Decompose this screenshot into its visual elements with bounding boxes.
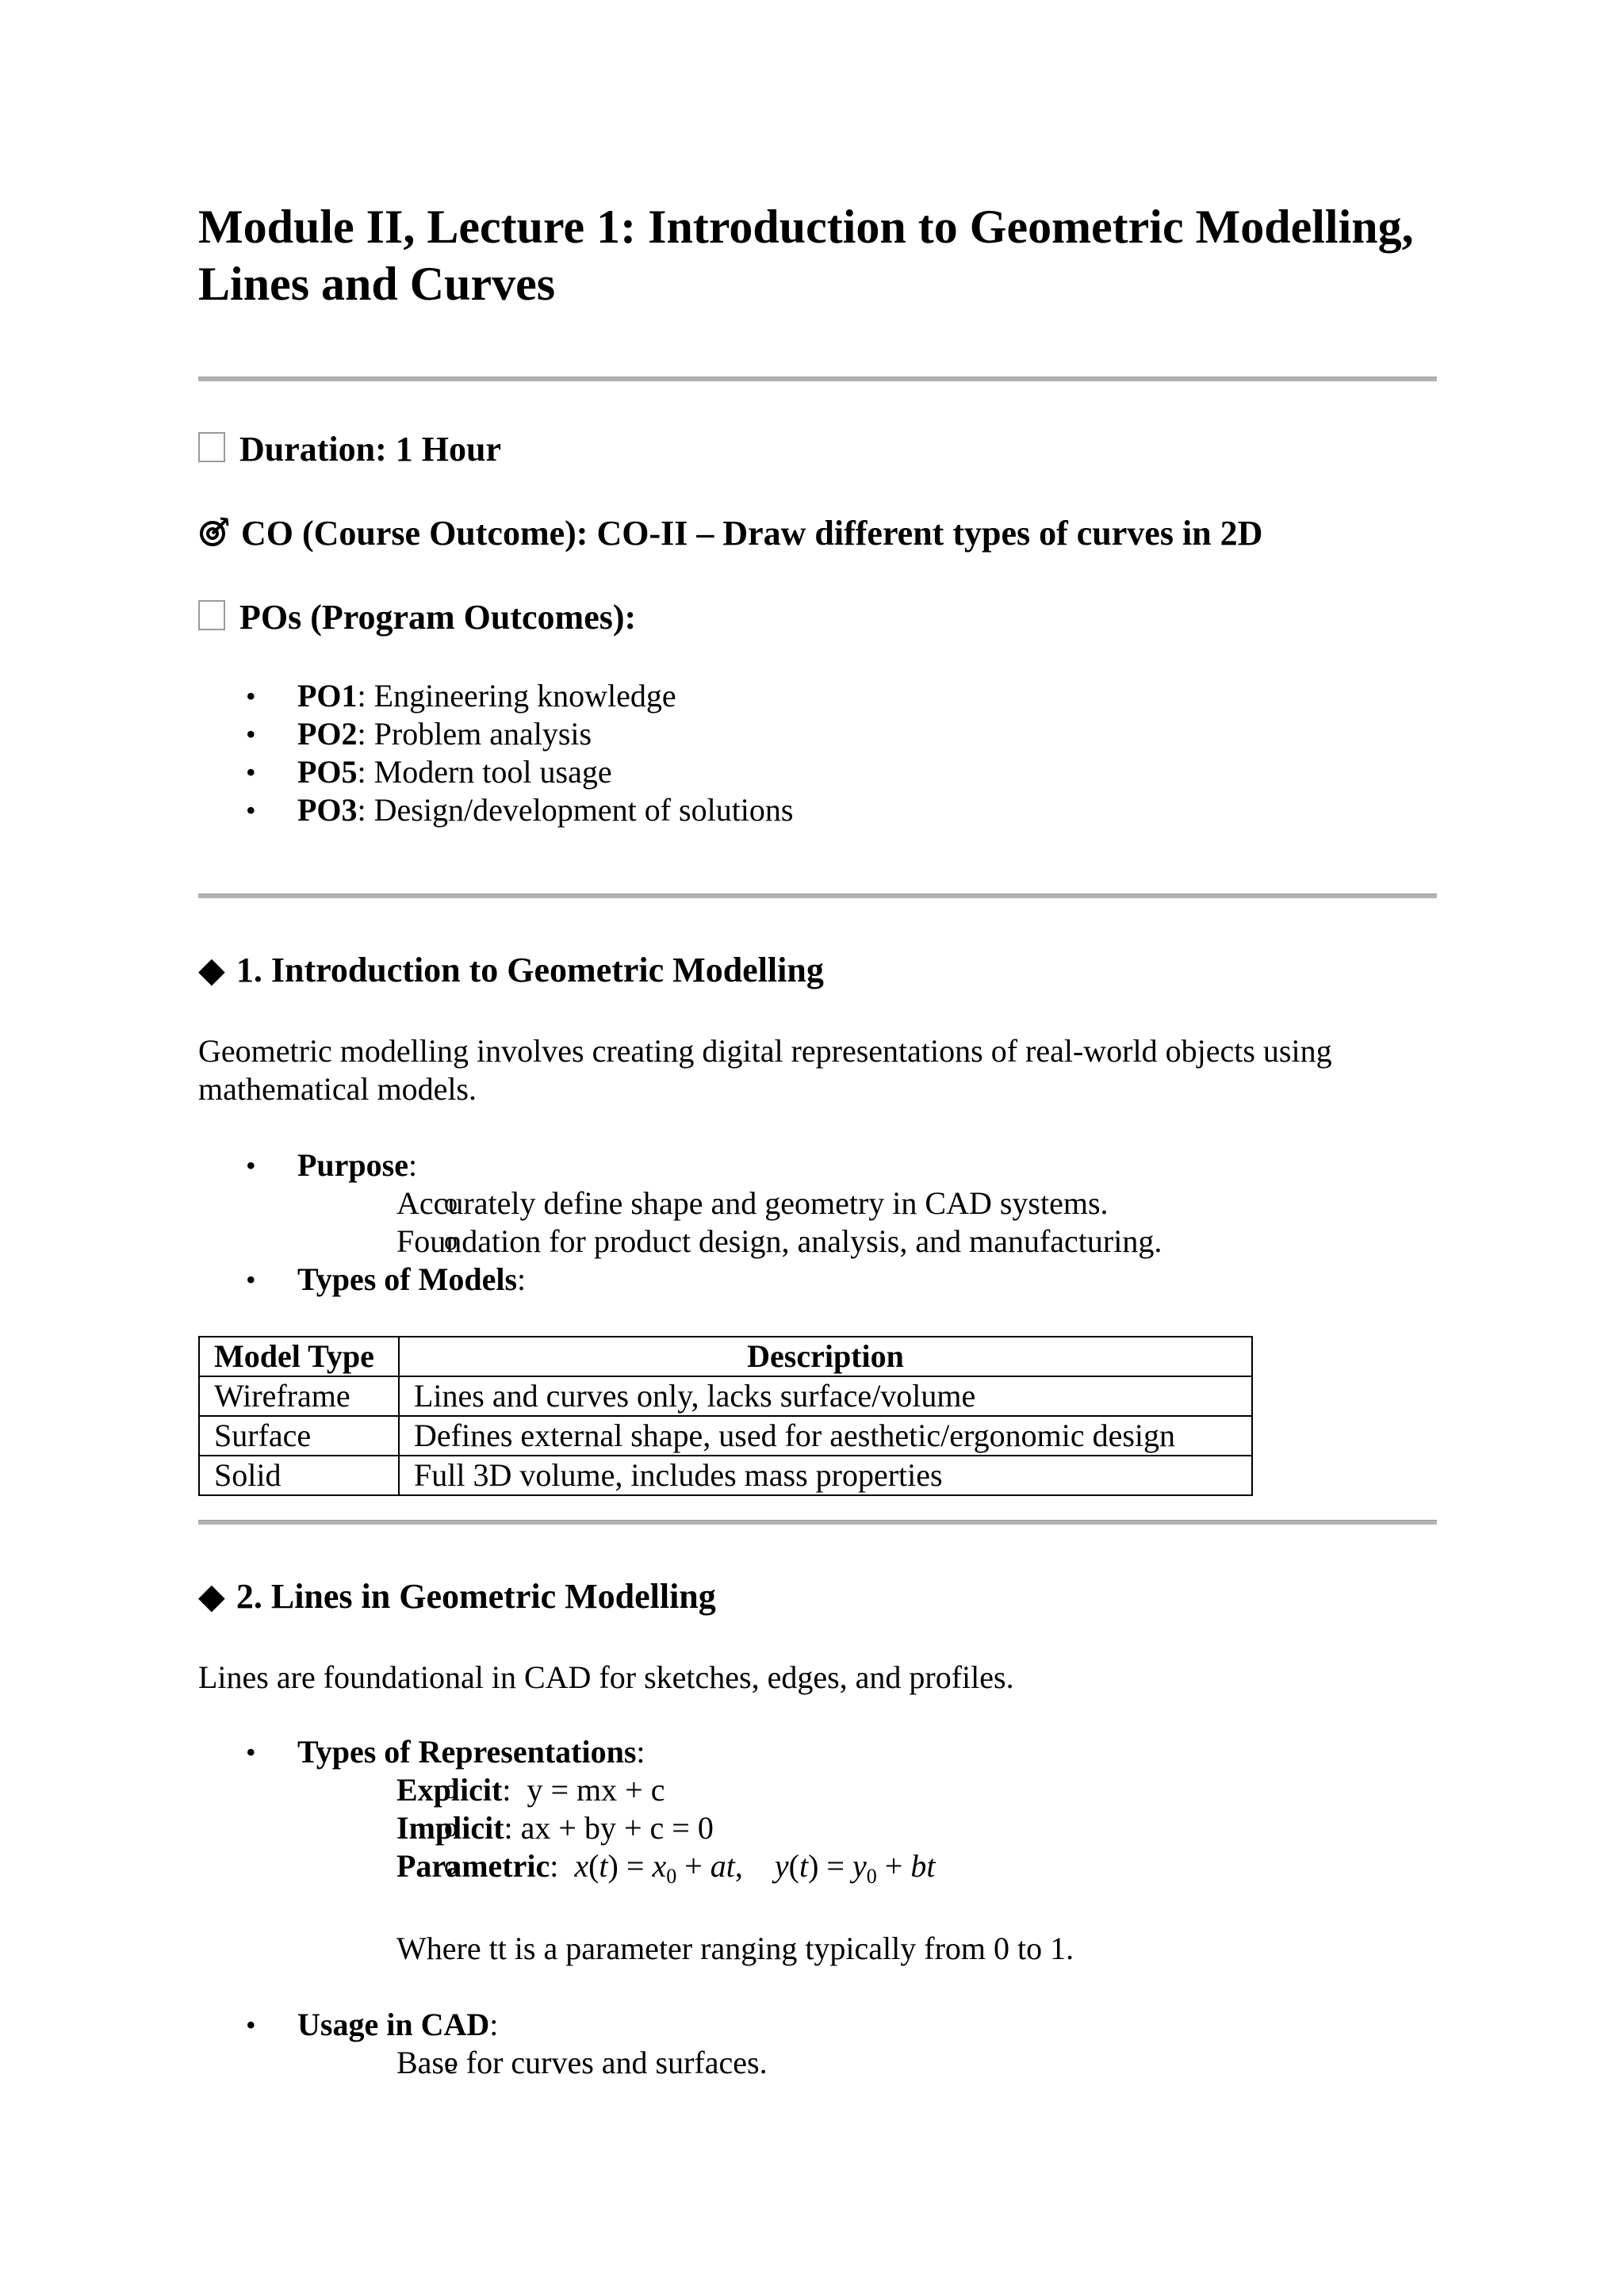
parameter-note: Where tt is a parameter ranging typically from 0 to 1. (396, 1931, 1074, 1966)
sub-list-item: o Parametric: $x(t) = x_0$ + at, $y(t) = y_0$ + bt (297, 1847, 975, 1892)
horizontal-rule (198, 894, 1437, 898)
program-outcomes-list (198, 677, 794, 829)
sub-list-item: o Explicit: y = mx + c (297, 1771, 975, 1809)
column-header: Description (399, 1337, 1252, 1376)
target-icon (198, 512, 230, 555)
table-cell: Wireframe (199, 1376, 399, 1416)
table-header-row (199, 1337, 1252, 1376)
list-item: • PO2: Problem analysis (198, 715, 794, 753)
program-outcomes-line (198, 596, 636, 639)
model-types-table (198, 1336, 1253, 1496)
usage-sublist (297, 2044, 975, 2082)
table-row (199, 1456, 1252, 1495)
pos-label: POs (Program Outcomes): (239, 598, 637, 637)
section-heading-2: ◆ 2. Lines in Geometric Modelling (198, 1577, 716, 1616)
table-row (199, 1376, 1252, 1416)
representation-sublist (297, 1771, 975, 1892)
diamond-icon: ◆ (198, 1577, 225, 1616)
list-item: • PO3: Design/development of solutions (198, 791, 794, 829)
table-cell: Defines external shape, used for aesthetic/ergonomic design (399, 1416, 1252, 1456)
sub-list-item: o Foundation for product design, analysis, and manufacturing. (297, 1223, 1063, 1261)
purpose-sublist (297, 1184, 1162, 1261)
list-item: • Types of Models: (198, 1261, 1063, 1299)
duration-label: Duration: 1 Hour (239, 430, 501, 469)
table-row (199, 1416, 1252, 1456)
sub-list-item: o Implicit: ax + by + c = 0 (297, 1809, 975, 1847)
list-item: • Usage in CAD: o Base for curves and surfaces. (198, 2006, 975, 2082)
list-item: • PO5: Modern tool usage (198, 753, 794, 791)
table-cell: Surface (199, 1416, 399, 1456)
course-outcome-line (198, 512, 1262, 555)
diamond-icon: ◆ (198, 951, 225, 989)
table-cell: Solid (199, 1456, 399, 1495)
list-item: • PO1: Engineering knowledge (198, 677, 794, 715)
section2-intro: Lines are foundational in CAD for sketches, edges, and profiles. (198, 1659, 1014, 1695)
table-cell: Lines and curves only, lacks surface/volume (399, 1376, 1252, 1416)
section1-intro: Geometric modelling involves creating digital representations of real-world objects using mathematical models. (198, 1033, 1332, 1107)
section-heading-1: ◆ 1. Introduction to Geometric Modelling (198, 951, 824, 989)
co-label: CO (Course Outcome): CO-II – Draw different types of curves in 2D (241, 514, 1263, 553)
horizontal-rule (198, 1520, 1437, 1525)
section2-list (198, 1733, 1074, 2082)
sub-list-item: o Accurately define shape and geometry in CAD systems. (297, 1184, 1063, 1223)
horizontal-rule (198, 377, 1437, 381)
duration-line (198, 428, 501, 471)
sub-list-item: o Base for curves and surfaces. (297, 2044, 975, 2082)
clock-icon (198, 432, 225, 462)
list-item: • Types of Representations: o Explicit: y = mx + c o Implicit: ax + by + c = 0 o Parametric: $x(t) = x_0$ + at, $y(t) = y_0$ + bt Where tt is a parameter ranging typically from 0 to 1. (198, 1733, 975, 1968)
clipboard-icon (198, 600, 225, 630)
column-header: Model Type (199, 1337, 399, 1376)
table-cell: Full 3D volume, includes mass properties (399, 1456, 1252, 1495)
parametric-equation: x (574, 1848, 589, 1884)
section1-list (198, 1146, 1162, 1299)
page-title: Module II, Lecture 1: Introduction to Geometric Modelling, Lines and Curves (198, 201, 1414, 310)
list-item: • Purpose: o Accurately define shape and geometry in CAD systems. o Foundation for product design, analysis, and manufacturing. (198, 1146, 1063, 1261)
